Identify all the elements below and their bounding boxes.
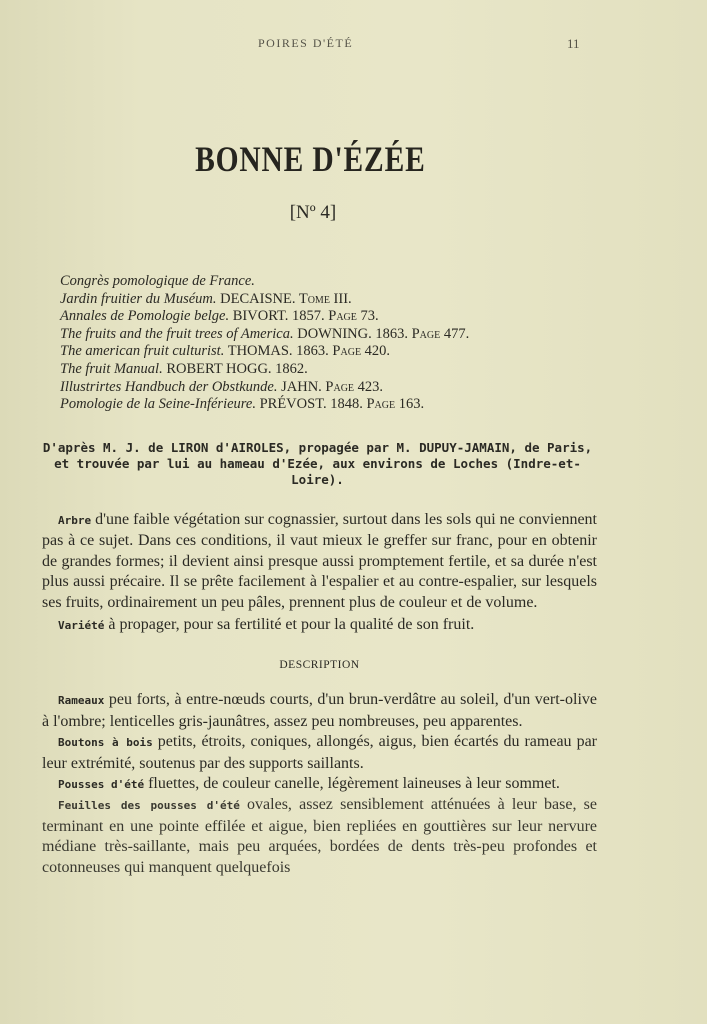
- description-heading: DESCRIPTION: [279, 659, 360, 672]
- reference-item: [60, 343, 469, 361]
- reference-item: [60, 308, 469, 326]
- reference-item: [60, 291, 469, 309]
- paragraph-text: à propager, pour sa fertilité et pour la qualité de son fruit.: [104, 616, 475, 634]
- reference-title: Annales de Pomologie belge.: [60, 308, 230, 325]
- reference-item: [60, 326, 469, 344]
- page-title: BONNE D'ÉZÉE: [195, 139, 426, 179]
- reference-details: BIVORT. 1857. Page 73.: [229, 308, 379, 325]
- reference-item: [60, 379, 469, 397]
- description-text: ovales, assez sensiblement atténuées à leur base, se terminant en une pointe effilée et aigue, bien repliées en gouttières sur leur nervure médiane très-saillante, mais peu arquées, bordées de dents très-peu profondes et cotonneuses qui manquent quelquefois: [42, 796, 598, 876]
- reference-title: The fruit Manual.: [60, 360, 163, 377]
- paragraph-variety: [42, 615, 597, 636]
- paragraph-tree: [42, 510, 597, 613]
- reference-details: DECAISNE. Tome III.: [216, 290, 352, 307]
- reference-item: [60, 361, 469, 379]
- paragraph-text: d'une faible végétation sur cognassier, surtout dans les sols qui ne conviennent pas à ce sujet. Dans ces conditions, il vaut mieux le greffer sur franc, pour en obtenir de grandes formes; il devient ainsi presque aussi promptement fertile, et sa durée n'est plus aussi précaire. Il se prête facilement à l'espalier et au contre-espalier, sur lesquels ses fruits, ordinairement un peu pâles, prennent plus de couleur et de volume.: [42, 511, 597, 611]
- reference-title: Congrès pomologique de France.: [60, 273, 255, 289]
- reference-details: JAHN. Page 423.: [277, 378, 384, 395]
- paragraph-lead: Variété: [58, 619, 105, 633]
- variety-number: [Nº 4]: [289, 202, 337, 223]
- description-text: petits, étroits, coniques, allongés, aigus, bien écartés du rameau par leur extrémité, soutenus par des supports saillants.: [42, 733, 597, 772]
- description-lead: Pousses d'été: [58, 778, 145, 792]
- page-number: 11: [567, 36, 580, 51]
- references-list: [60, 273, 469, 414]
- reference-details: THOMAS. 1863. Page 420.: [224, 343, 391, 360]
- description-text: fluettes, de couleur canelle, légèrement laineuses à leur sommet.: [144, 775, 560, 793]
- description-lead: Feuilles des pousses d'été: [58, 799, 240, 813]
- reference-details: PRÉVOST. 1848. Page 163.: [255, 396, 425, 413]
- description-item: [42, 774, 597, 795]
- description-item: [42, 690, 597, 732]
- reference-item: [60, 273, 469, 291]
- reference-title: The american fruit culturist.: [60, 343, 225, 360]
- reference-title: Jardin fruitier du Muséum.: [60, 290, 217, 307]
- description-item: [42, 795, 597, 878]
- description-lead: Rameaux: [58, 694, 105, 708]
- description-text: peu forts, à entre-nœuds courts, d'un brun-verdâtre au soleil, d'un vert-olive à l'ombre; lenticelles gris-jaunâtres, assez peu nombreuses, peu apparentes.: [42, 691, 597, 730]
- reference-item: [60, 396, 469, 414]
- reference-title: Pomologie de la Seine-Inférieure.: [60, 396, 256, 413]
- reference-title: Illustrirtes Handbuch der Obstkunde.: [60, 378, 278, 395]
- reference-title: The fruits and the fruit trees of America.: [60, 325, 294, 342]
- origin-note: D'après M. J. de LIRON d'AIROLES, propagée par M. DUPUY-JAMAIN, de Paris, et trouvée par lui au hameau d'Ezée, aux environs de Loches (Indre-et-Loire).: [42, 440, 593, 487]
- body-text: [42, 510, 597, 888]
- reference-details: ROBERT HOGG. 1862.: [162, 360, 308, 377]
- running-head: POIRES D'ÉTÉ: [258, 36, 354, 50]
- description-lead: Boutons à bois: [58, 736, 153, 750]
- description-item: [42, 732, 597, 774]
- reference-details: DOWNING. 1863. Page 477.: [293, 325, 470, 342]
- paragraph-lead: Arbre: [58, 514, 92, 527]
